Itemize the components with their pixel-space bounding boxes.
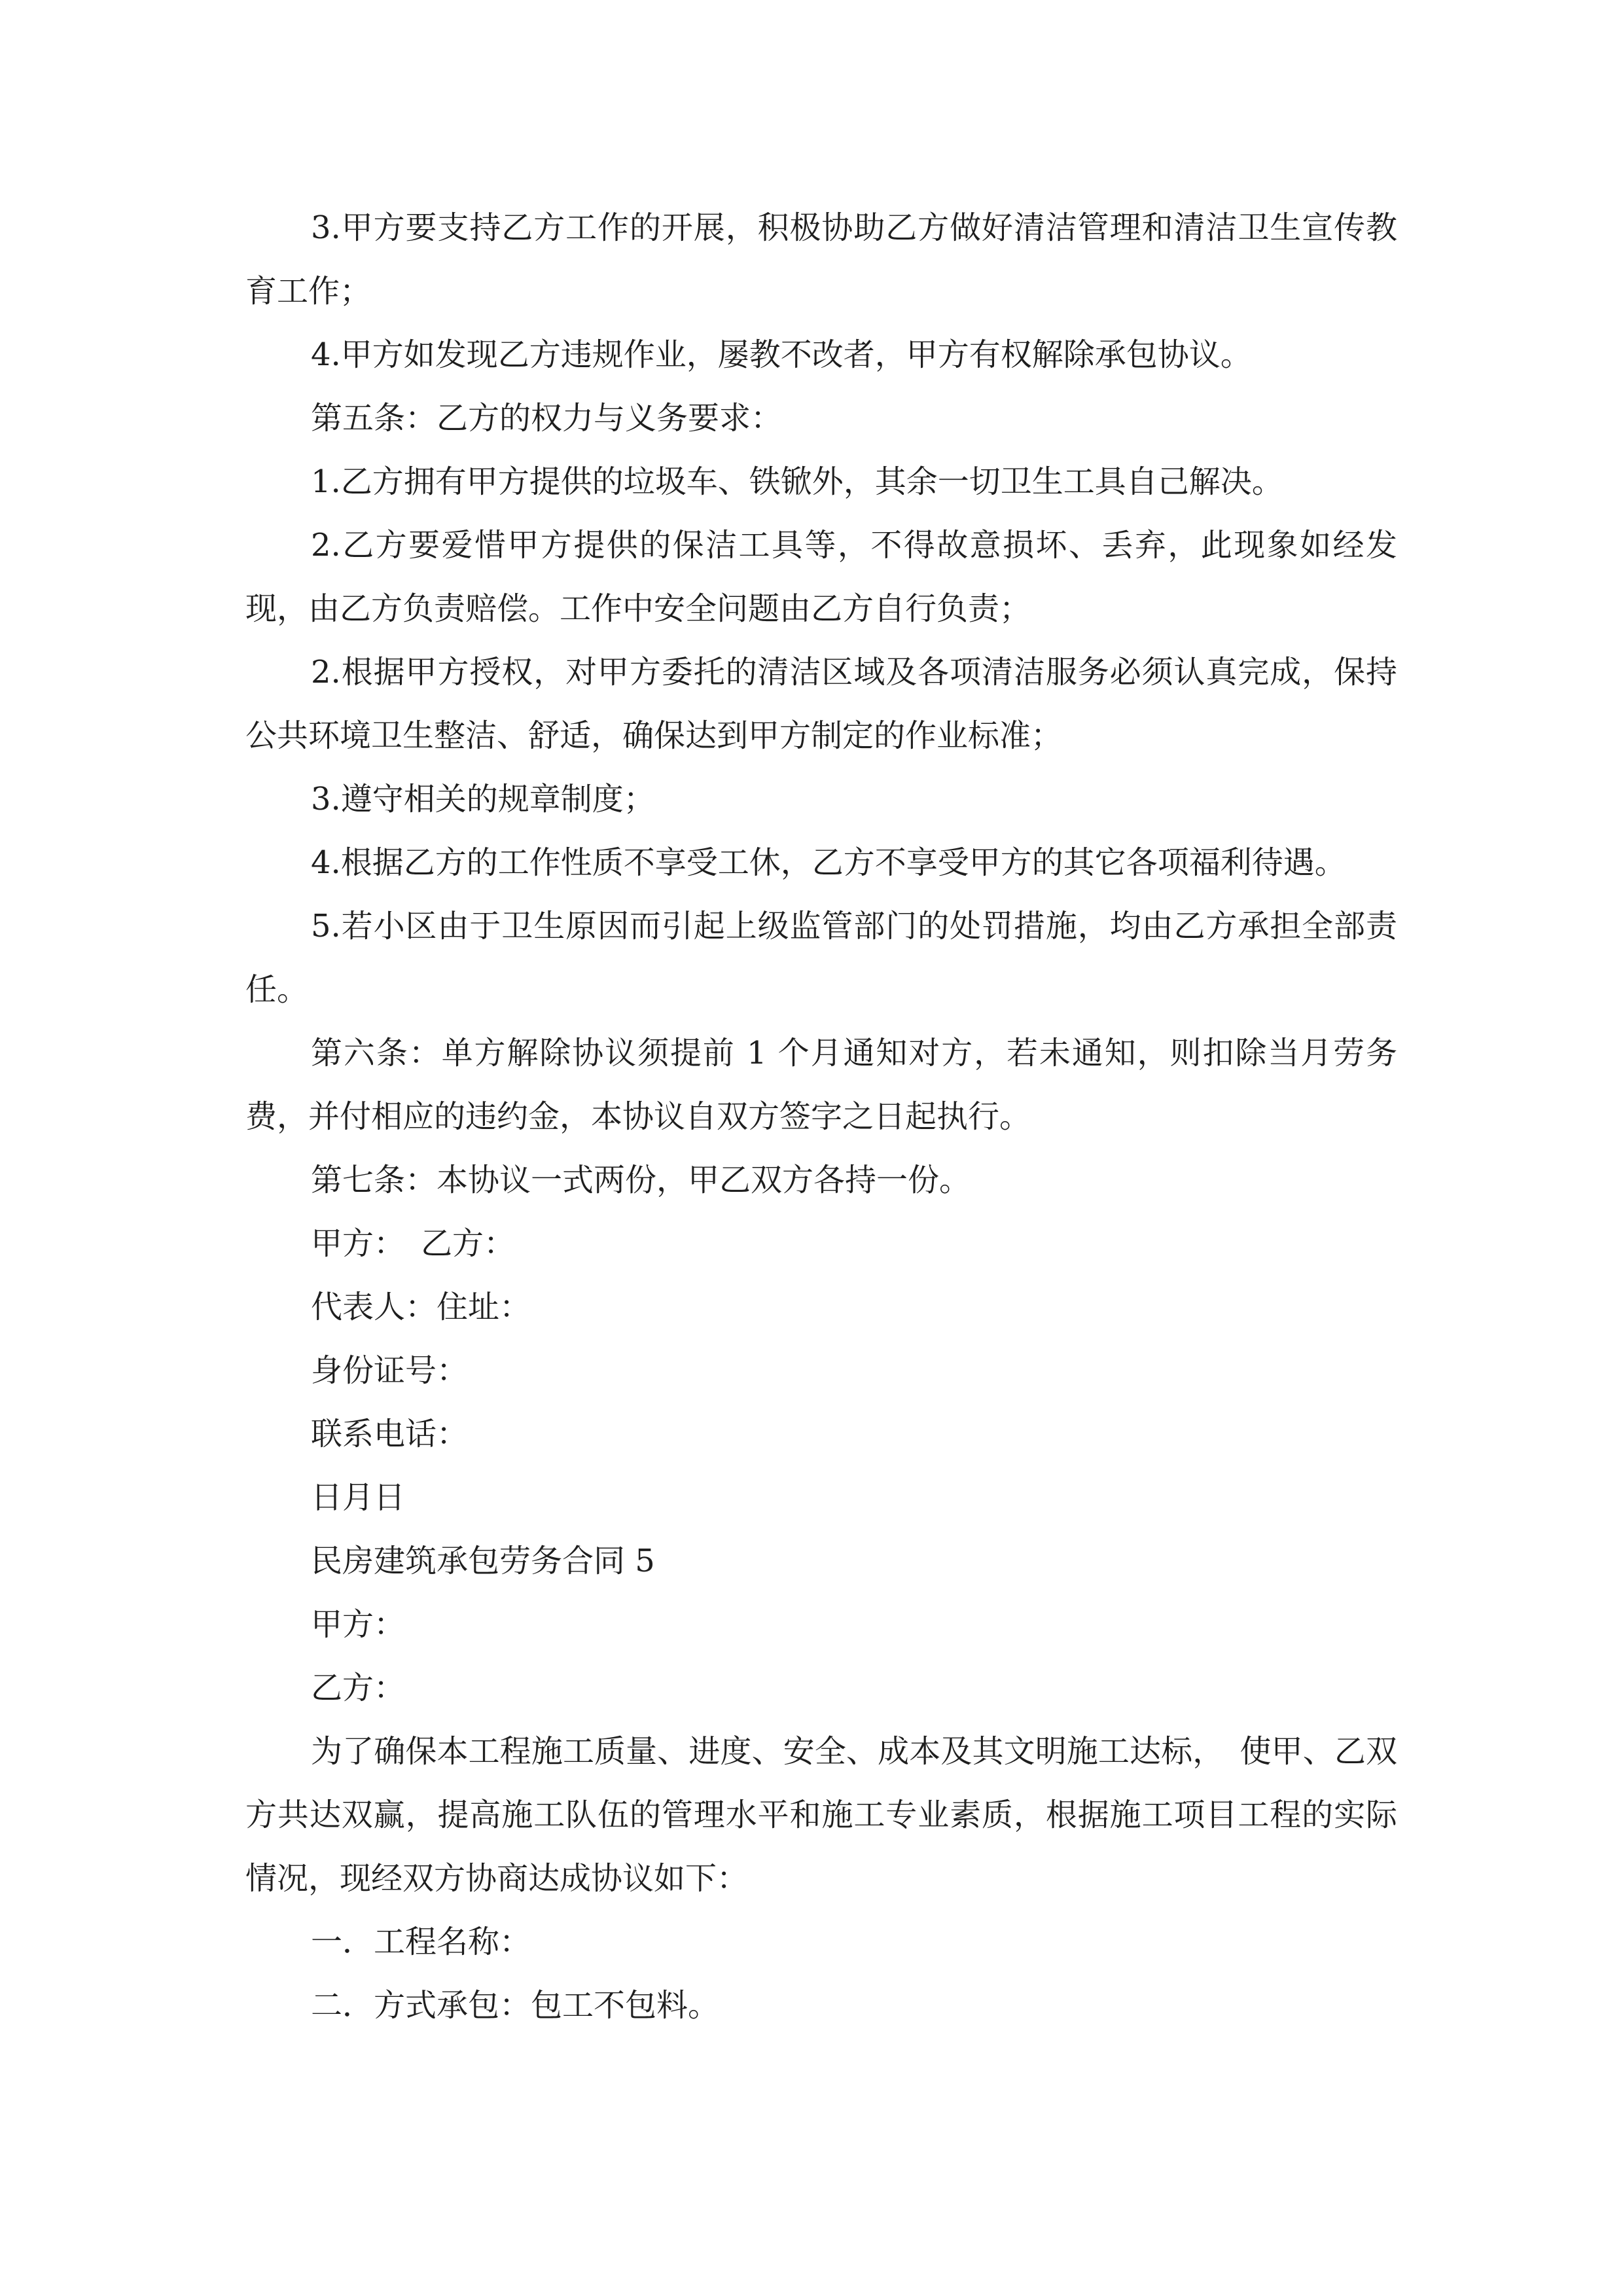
paragraph: 3.甲方要支持乙方工作的开展，积极协助乙方做好清洁管理和清洁卫生宣传教育工作；: [245, 209, 1397, 310]
clause-line: 一．工程名称：: [311, 1924, 531, 1960]
signature-line: 身份证号：: [311, 1352, 469, 1389]
contract-title: 民房建筑承包劳务合同 5: [311, 1543, 655, 1579]
party-line: 乙方：: [311, 1670, 406, 1706]
party-line: 甲方：: [311, 1606, 406, 1643]
document-body: [245, 196, 1397, 2037]
paragraph: 5.若小区由于卫生原因而引起上级监管部门的处罚措施，均由乙方承担全部责任。: [245, 908, 1397, 1008]
paragraph: 4.甲方如发现乙方违规作业，屡教不改者，甲方有权解除承包协议。: [311, 336, 1252, 373]
paragraph: 第六条：单方解除协议须提前 1 个月通知对方，若未通知，则扣除当月劳务费，并付相应的违约金，本协议自双方签字之日起执行。: [245, 1035, 1397, 1135]
signature-line: 联系电话：: [311, 1416, 469, 1452]
paragraph: 为了确保本工程施工质量、进度、安全、成本及其文明施工达标， 使甲、乙双方共达双赢，提高施工队伍的管理水平和施工专业素质，根据施工项目工程的实际情况，现经双方协商达成协议如下：: [245, 1733, 1397, 1897]
paragraph: 2.根据甲方授权，对甲方委托的清洁区域及各项清洁服务必须认真完成，保持公共环境卫生整洁、舒适，确保达到甲方制定的作业标准；: [245, 654, 1397, 754]
signature-line: 代表人：住址：: [311, 1289, 531, 1325]
paragraph: 2.乙方要爱惜甲方提供的保洁工具等，不得故意损坏、丢弃，此现象如经发现，由乙方负责赔偿。工作中安全问题由乙方自行负责；: [245, 527, 1397, 627]
paragraph: 1.乙方拥有甲方提供的垃圾车、铁锨外，其余一切卫生工具自己解决。: [311, 463, 1283, 500]
clause-line: 二．方式承包：包工不包料。: [311, 1987, 720, 2024]
section-heading: 第五条：乙方的权力与义务要求：: [311, 400, 783, 437]
date-line: 日月日: [311, 1479, 406, 1516]
paragraph: 3.遵守相关的规章制度；: [311, 781, 655, 817]
paragraph: 第七条：本协议一式两份，甲乙双方各持一份。: [311, 1162, 971, 1198]
paragraph: 4.根据乙方的工作性质不享受工休，乙方不享受甲方的其它各项福利待遇。: [311, 844, 1346, 881]
signature-line: 甲方： 乙方：: [311, 1225, 516, 1262]
